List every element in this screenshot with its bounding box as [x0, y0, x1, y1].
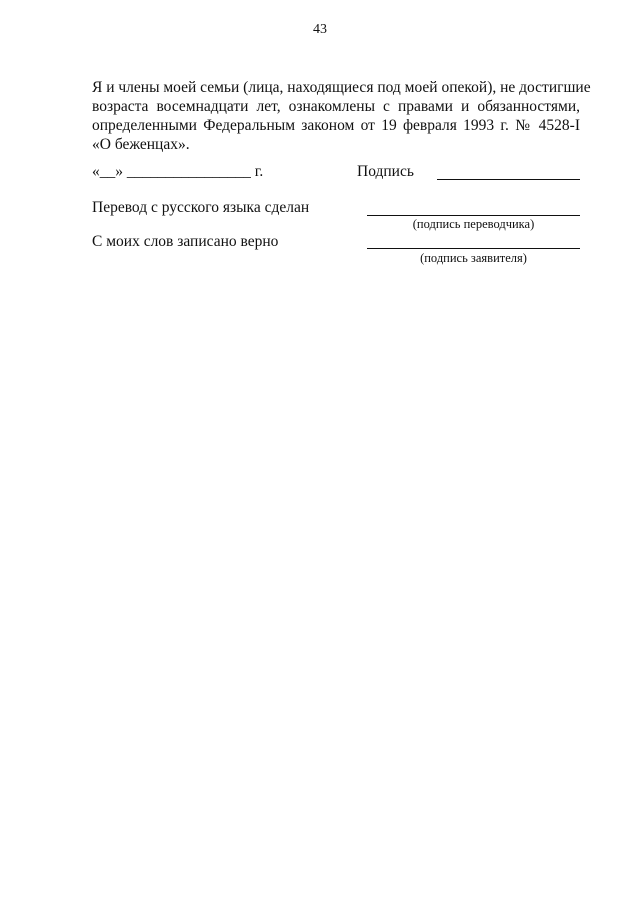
signature-label: Подпись	[357, 163, 414, 180]
applicant-signature-line	[367, 248, 580, 249]
signature-line	[437, 179, 580, 180]
statement-line: Я и члены моей семьи (лица, находящиеся под моей опекой), не достигшие	[92, 79, 591, 96]
translation-label: Перевод с русского языка сделан	[92, 199, 310, 216]
statement-line: возраста восемнадцати лет, ознакомлены с правами и обязанностями,	[92, 98, 580, 115]
statement-line: определенными Федеральным законом от 19 февраля 1993 г. № 4528-I	[92, 117, 580, 134]
page-number: 43	[313, 22, 327, 37]
applicant-signature-caption: (подпись заявителя)	[420, 251, 527, 265]
date-field: «__» ________________ г.	[92, 163, 264, 180]
translator-signature-caption: (подпись переводчика)	[412, 217, 535, 231]
recorded-label: С моих слов записано верно	[92, 233, 279, 250]
translator-signature-line	[367, 215, 580, 216]
statement-line: «О беженцах».	[92, 136, 190, 153]
statement-paragraph	[92, 78, 591, 154]
